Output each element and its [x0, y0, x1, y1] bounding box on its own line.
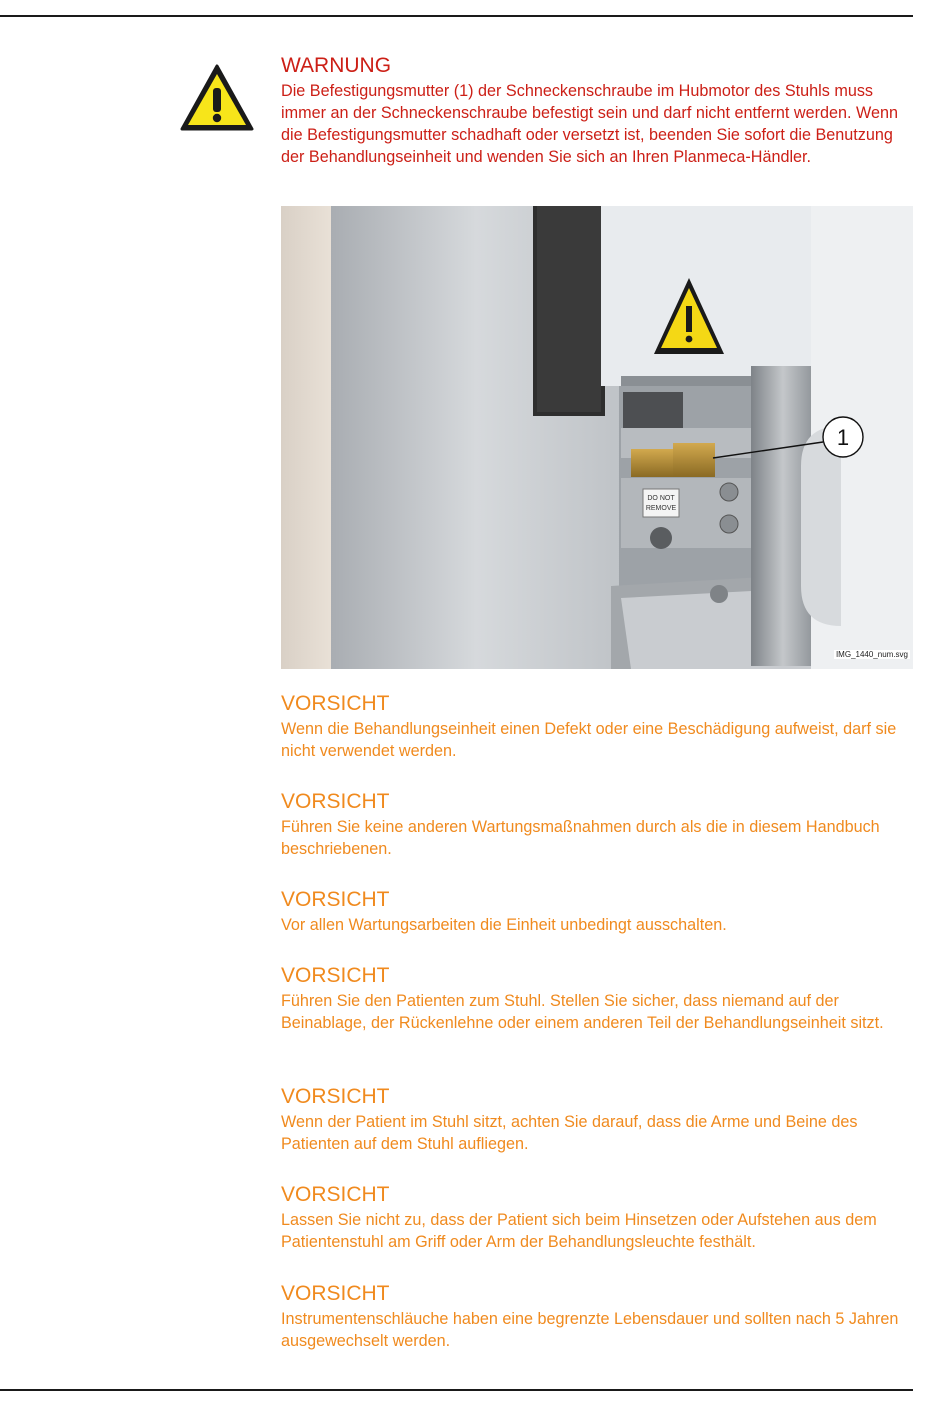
image-filename: IMG_1440_num.svg — [835, 650, 908, 659]
caution-title: VORSICHT — [281, 692, 390, 715]
caution-block — [281, 692, 913, 762]
warning-block — [281, 54, 913, 168]
sticker-line-2: REMOVE — [645, 505, 677, 512]
bottom-rule — [0, 1389, 913, 1391]
warning-triangle-icon — [180, 64, 254, 132]
caution-text: Führen Sie keine anderen Wartungsmaßnahmen durch als die in diesem Handbuch beschriebenen. — [281, 818, 880, 858]
warning-title: WARNUNG — [281, 54, 392, 77]
caution-block — [281, 964, 913, 1034]
caution-block — [281, 790, 913, 860]
caution-text: Vor allen Wartungsarbeiten die Einheit unbedingt ausschalten. — [281, 916, 727, 934]
caution-block — [281, 888, 913, 936]
caution-block — [281, 1183, 913, 1253]
warning-text: Die Befestigungsmutter (1) der Schneckenschraube im Hubmotor des Stuhls muss immer an der Schneckenschraube befestigt sein und darf nicht entfernt werden. Wenn die Befestigungsmutter schadhaft oder versetzt ist, beenden Sie sofort die Benutzung der Behandlungseinheit und wenden Sie sich an Ihren Planmeca-Händler. — [281, 82, 898, 166]
caution-text: Wenn die Behandlungseinheit einen Defekt oder eine Beschädigung aufweist, darf sie nicht verwendet werden. — [281, 720, 897, 760]
caution-block — [281, 1085, 913, 1155]
caution-text: Lassen Sie nicht zu, dass der Patient sich beim Hinsetzen oder Aufstehen aus dem Patientenstuhl am Griff oder Arm der Behandlungsleuchte festhält. — [281, 1211, 877, 1251]
caution-title: VORSICHT — [281, 964, 390, 987]
top-rule — [0, 15, 913, 17]
caution-text: Wenn der Patient im Stuhl sitzt, achten Sie darauf, dass die Arme und Beine des Patienten auf dem Stuhl aufliegen. — [281, 1113, 858, 1153]
caution-title: VORSICHT — [281, 888, 390, 911]
caution-text: Führen Sie den Patienten zum Stuhl. Stellen Sie sicher, dass niemand auf der Beinablage, der Rückenlehne oder einem anderen Teil der Behandlungseinheit sitzt. — [281, 992, 884, 1032]
caution-title: VORSICHT — [281, 1183, 390, 1206]
caution-title: VORSICHT — [281, 790, 390, 813]
caution-title: VORSICHT — [281, 1085, 390, 1108]
caution-title: VORSICHT — [281, 1282, 390, 1305]
caution-text: Instrumentenschläuche haben eine begrenzte Lebensdauer und sollten nach 5 Jahren ausgewechselt werden. — [281, 1310, 899, 1350]
callout-number: 1 — [836, 425, 850, 450]
caution-block — [281, 1282, 913, 1352]
lift-motor-photo — [281, 206, 913, 669]
sticker-line-1: DO NOT — [647, 495, 675, 502]
